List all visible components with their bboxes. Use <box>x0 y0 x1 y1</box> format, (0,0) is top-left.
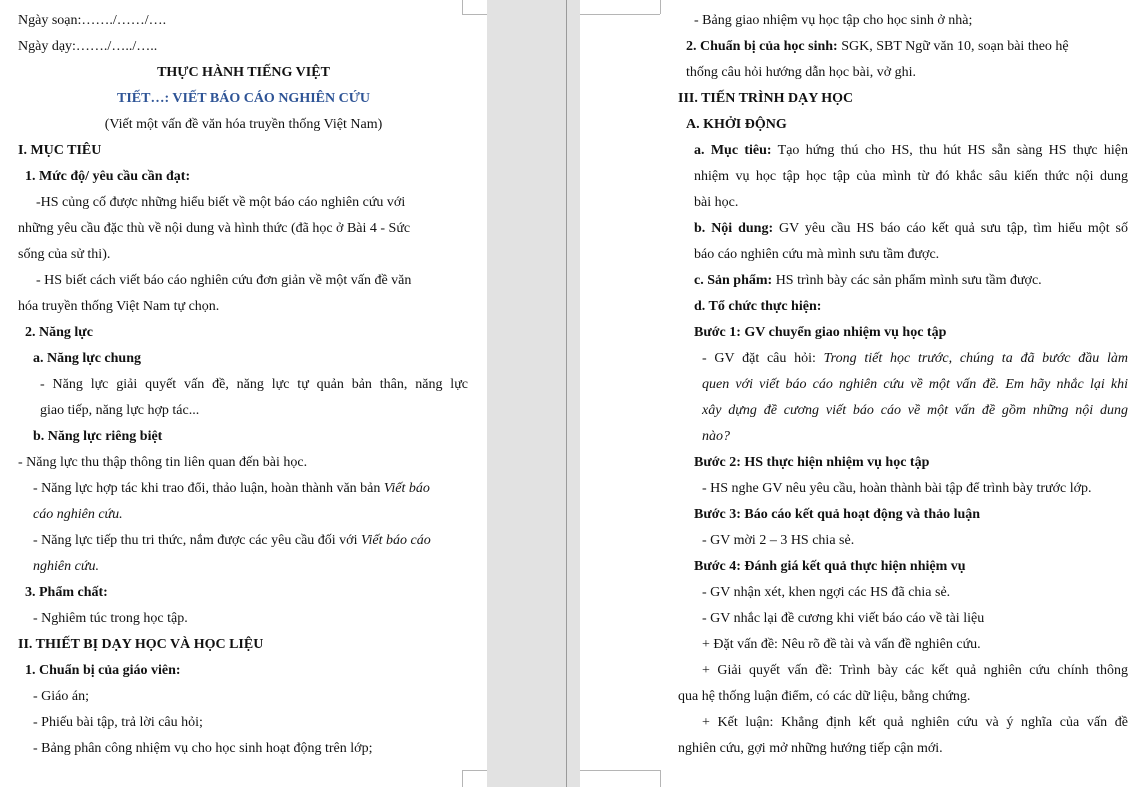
section-heading-objectives: I. MỤC TIÊU <box>18 143 102 158</box>
label-objective: a. Mục tiêu: <box>694 143 772 158</box>
paragraph-line: + Đặt vấn đề: Nêu rõ đề tài và vấn đề nghiên cứu. <box>702 637 981 652</box>
label-content: b. Nội dung: <box>694 221 774 236</box>
paragraph-line: - GV nhắc lại đề cương khi viết báo cáo về tài liệu <box>702 611 985 626</box>
list-item: - Giáo án; <box>33 689 89 704</box>
text-run: GV yêu cầu HS báo cáo kết quả sưu tập, tìm hiểu một số <box>773 221 1129 236</box>
paragraph-line: cáo nghiên cứu. <box>33 507 123 522</box>
document-page-right <box>580 0 1147 787</box>
crop-mark <box>462 770 463 787</box>
document-title: THỰC HÀNH TIẾNG VIỆT <box>157 65 330 80</box>
paragraph-line: những yêu cầu đặc thù về nội dung và hình thức (đã học ở Bài 4 - Sức <box>18 221 411 236</box>
subheading-qualities: 3. Phẩm chất: <box>25 585 108 600</box>
paragraph-line: -HS củng cố được những hiểu biết về một báo cáo nghiên cứu với <box>36 195 406 210</box>
text-run: Tạo hứng thú cho HS, thu hút HS sẵn sàng HS thực hiện <box>771 143 1129 158</box>
paragraph-line: giao tiếp, năng lực hợp tác... <box>40 403 200 418</box>
paragraph-line <box>686 36 1069 58</box>
lesson-title: TIẾT…: VIẾT BÁO CÁO NGHIÊN CỨU <box>117 91 370 106</box>
step-heading-4: Bước 4: Đánh giá kết quả thực hiện nhiệm vụ <box>694 559 966 574</box>
paragraph-line: + Kết luận: Khẳng định kết quả nghiên cứu và ý nghĩa của vấn đề <box>702 715 1128 730</box>
paragraph-line: - GV mời 2 – 3 HS chia sẻ. <box>702 533 855 548</box>
crop-mark <box>660 770 661 787</box>
subheading-teacher-prep: 1. Chuẩn bị của giáo viên: <box>25 663 181 678</box>
subheading-requirements: 1. Mức độ/ yêu cầu cần đạt: <box>25 169 191 184</box>
paragraph-line: nào? <box>702 429 730 444</box>
paragraph-line: nhiệm vụ học tập học tập của mình từ đó khắc sâu kiến thức nội dung <box>694 169 1128 184</box>
subheading-warmup: A. KHỞI ĐỘNG <box>686 117 787 132</box>
list-item: - Phiếu bài tập, trả lời câu hỏi; <box>33 715 203 730</box>
paragraph-line: hóa truyền thống Việt Nam tự chọn. <box>18 299 220 314</box>
text-run: - Năng lực tiếp thu tri thức, nắm được các yêu cầu đối với <box>33 533 361 548</box>
paragraph-line: - HS biết cách viết báo cáo nghiên cứu đơn giản về một vấn đề văn <box>36 273 412 288</box>
subheading-organization: d. Tổ chức thực hiện: <box>694 299 822 314</box>
crop-mark <box>462 770 487 771</box>
paragraph-line: - Năng lực thu thập thông tin liên quan đến bài học. <box>18 455 308 470</box>
step-heading-1: Bước 1: GV chuyển giao nhiệm vụ học tập <box>694 325 947 340</box>
crop-mark <box>462 0 463 14</box>
subheading-specific-competence: b. Năng lực riêng biệt <box>33 429 163 444</box>
paragraph-line: - HS nghe GV nêu yêu cầu, hoàn thành bài tập để trình bày trước lớp. <box>702 481 1092 496</box>
paragraph-line: nghiên cứu. <box>33 559 99 574</box>
paragraph-line <box>694 140 1128 162</box>
document-page-left <box>0 0 487 787</box>
list-item: - Bảng giao nhiệm vụ học tập cho học sinh ở nhà; <box>694 13 973 28</box>
paragraph-line: qua hệ thống luận điểm, có các dữ liệu, bằng chứng. <box>678 689 971 704</box>
paragraph-line: xây dựng đề cương viết báo cáo về một vấn đề gồm những nội dung <box>702 403 1128 418</box>
paragraph-line <box>33 530 431 552</box>
text-run: HS trình bày các sản phẩm mình sưu tầm được. <box>772 273 1042 288</box>
text-run-italic: Viết báo cáo <box>360 533 431 548</box>
subheading-general-competence: a. Năng lực chung <box>33 351 141 366</box>
paragraph-line: - Nghiêm túc trong học tập. <box>33 611 188 626</box>
list-item: - Bảng phân công nhiệm vụ cho học sinh hoạt động trên lớp; <box>33 741 373 756</box>
step-heading-3: Bước 3: Báo cáo kết quả hoạt động và thảo luận <box>694 507 981 522</box>
text-run-italic: Trong tiết học trước, chúng ta đã bước đầu làm <box>823 351 1128 366</box>
lesson-subtitle: (Viết một vấn đề văn hóa truyền thống Việt Nam) <box>104 117 383 132</box>
paragraph-line: + Giải quyết vấn đề: Trình bày các kết quả nghiên cứu chính thông <box>702 663 1128 678</box>
crop-mark <box>580 770 660 771</box>
paragraph-line: thống câu hỏi hướng dẫn học bài, vở ghi. <box>686 65 917 80</box>
paragraph-line <box>702 348 1128 370</box>
text-run: - Năng lực hợp tác khi trao đổi, thảo luận, hoàn thành văn bản <box>33 481 384 496</box>
paragraph-line: - Năng lực giải quyết vấn đề, năng lực tự quản bản thân, năng lực <box>40 377 468 392</box>
gutter-divider <box>566 0 567 787</box>
label-student-prep: 2. Chuẩn bị của học sinh: <box>686 39 838 54</box>
paragraph-line <box>694 270 1042 292</box>
paragraph-line <box>33 478 430 500</box>
crop-mark <box>462 14 487 15</box>
section-heading-process: III. TIẾN TRÌNH DẠY HỌC <box>678 91 854 106</box>
text-run: - GV đặt câu hỏi: <box>702 351 824 366</box>
date-taught: Ngày dạy:……./…../….. <box>18 39 158 54</box>
label-product: c. Sản phẩm: <box>694 273 773 288</box>
text-run-italic: Viết báo <box>383 481 430 496</box>
crop-mark <box>580 14 660 15</box>
crop-mark <box>660 0 661 14</box>
step-heading-2: Bước 2: HS thực hiện nhiệm vụ học tập <box>694 455 930 470</box>
date-prepared: Ngày soạn:……./……/…. <box>18 13 167 28</box>
subheading-competence: 2. Năng lực <box>25 325 93 340</box>
paragraph-line <box>694 218 1128 240</box>
paragraph-line: quen với viết báo cáo nghiên cứu về một vấn đề. Em hãy nhắc lại khi <box>702 377 1128 392</box>
text-run: SGK, SBT Ngữ văn 10, soạn bài theo hệ <box>837 39 1069 54</box>
paragraph-line: - GV nhận xét, khen ngợi các HS đã chia sẻ. <box>702 585 951 600</box>
paragraph-line: báo cáo nghiên cứu mà mình sưu tầm được. <box>694 247 940 262</box>
paragraph-line: sống của sử thi). <box>18 247 111 262</box>
section-heading-equipment: II. THIẾT BỊ DẠY HỌC VÀ HỌC LIỆU <box>18 637 264 652</box>
paragraph-line: bài học. <box>694 195 739 210</box>
paragraph-line: nghiên cứu, gợi mở những hướng tiếp cận mới. <box>678 741 943 756</box>
